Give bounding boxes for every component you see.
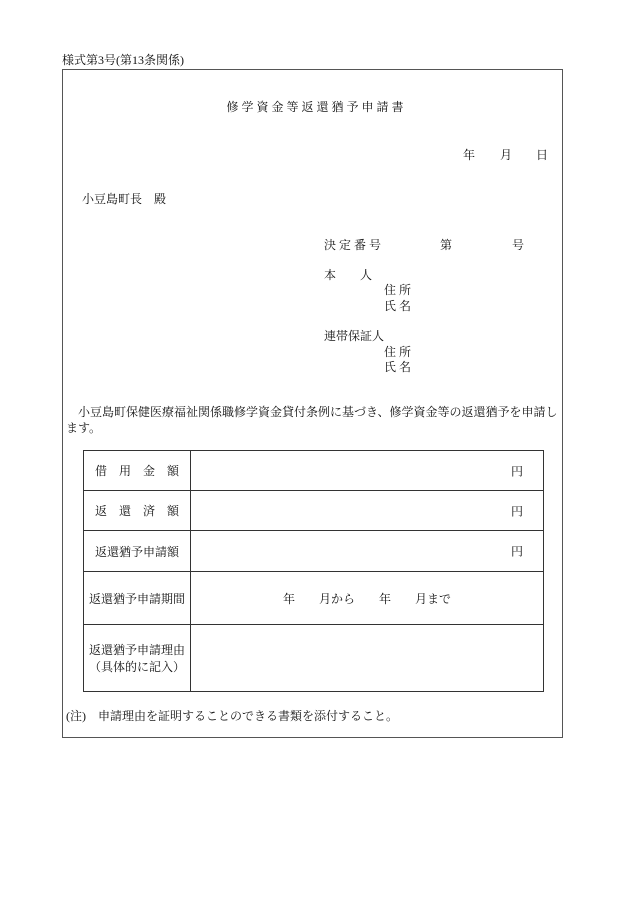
decision-label: 決 定 番 号 [324, 238, 382, 252]
yen-unit: 円 [510, 504, 523, 518]
date-year: 年 [463, 148, 476, 162]
yen-unit: 円 [510, 464, 523, 478]
row-label: 借 用 金 額 [84, 451, 191, 491]
table-row [84, 572, 544, 625]
repaid-amount-field[interactable] [191, 491, 544, 531]
row-label: 返 還 済 額 [84, 491, 191, 531]
table-row [84, 531, 544, 572]
form-title: 修 学 資 金 等 返 還 猶 予 申 請 書 [226, 100, 404, 114]
applicant-label: 本 人 [324, 268, 373, 282]
deferral-reason-field[interactable] [191, 625, 544, 692]
row-label: 返還猶予申請期間 [84, 572, 191, 625]
table-row [84, 625, 544, 692]
reason-sublabel: （具体的に記入） [88, 660, 185, 674]
date-month: 月 [500, 148, 513, 162]
decision-go: 号 [512, 238, 525, 252]
application-table [83, 450, 544, 692]
borrowed-amount-field[interactable] [191, 451, 544, 491]
body-text: 小豆島町保健医療福祉関係職修学資金貸付条例に基づき、修学資金等の返還猶予を申請します。 [66, 405, 558, 435]
applicant-address-label: 住 所 [384, 283, 412, 297]
guarantor-address-label: 住 所 [384, 345, 412, 359]
note: (注) 申請理由を証明することのできる書類を添付すること。 [66, 709, 398, 723]
yen-unit: 円 [510, 544, 523, 559]
applicant-name-label: 氏 名 [384, 299, 412, 313]
guarantor-name-label: 氏 名 [384, 360, 412, 374]
reason-label: 返還猶予申請理由 [88, 643, 185, 657]
row-label: 返還猶予申請額 [84, 531, 191, 572]
deferral-amount-field[interactable] [191, 531, 544, 572]
deferral-period-field[interactable]: 年 月から 年 月まで [191, 572, 544, 625]
table-row [84, 491, 544, 531]
table-row [84, 451, 544, 491]
guarantor-label: 連帯保証人 [324, 329, 385, 343]
addressee: 小豆島町長 殿 [82, 192, 167, 206]
decision-dai: 第 [440, 238, 453, 252]
form-number: 様式第3号(第13条関係) [62, 53, 184, 67]
row-label [84, 625, 191, 692]
date-day: 日 [536, 148, 549, 162]
